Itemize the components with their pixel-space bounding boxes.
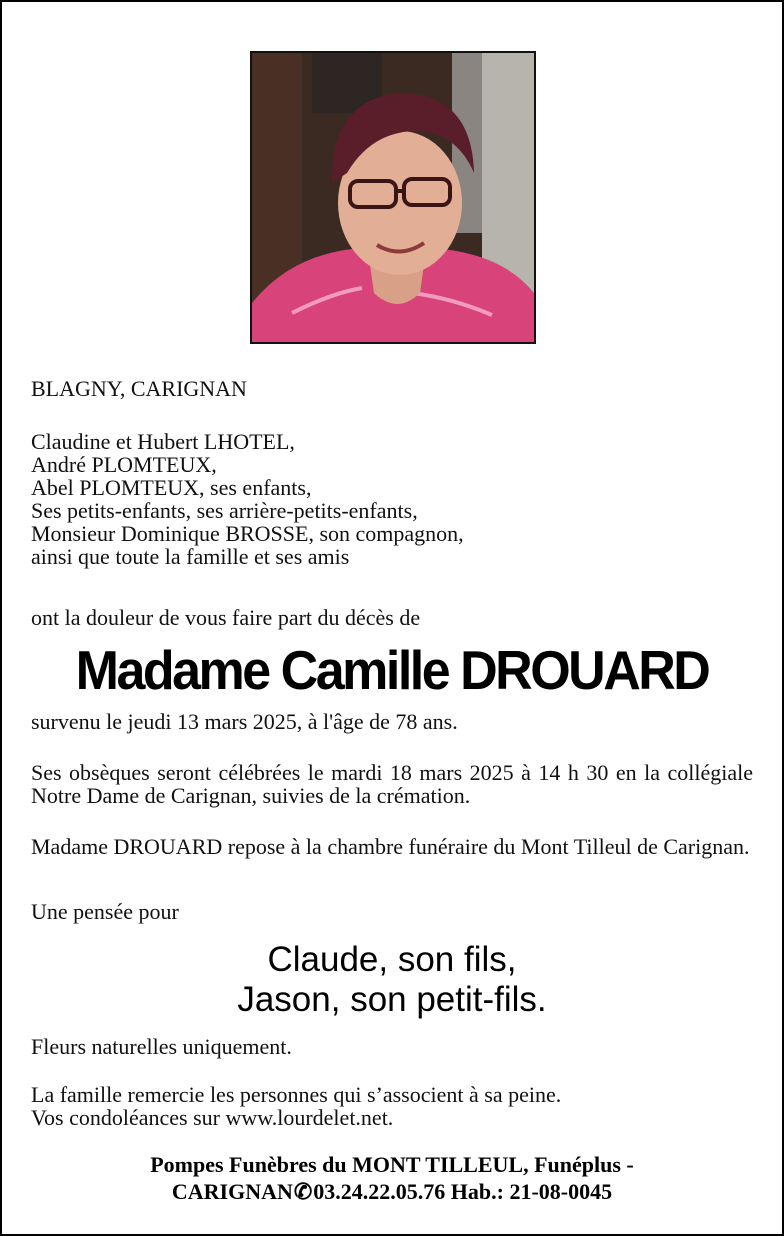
funeral-home <box>0 1151 784 1205</box>
thought-list <box>0 940 784 1020</box>
portrait-photo <box>250 51 536 344</box>
announcement-line: ont la douleur de vous faire part du décès de <box>31 605 421 630</box>
rest-info: Madame DROUARD repose à la chambre funéraire du Mont Tilleul de Carignan. <box>31 834 750 859</box>
funeral-info: Ses obsèques seront célébrées le mardi 18 mars 2025 à 14 h 30 en la collégiale Notre Dame de Carignan, suivies de la crémation. <box>31 760 753 808</box>
family-line: André PLOMTEUX, <box>31 452 217 477</box>
family-list <box>31 430 753 568</box>
thought-line: Jason, son petit-fils. <box>237 980 547 1019</box>
deceased-name: Madame Camille DROUARD <box>75 640 709 702</box>
phone-icon: ✆ <box>293 1179 313 1204</box>
family-line: Claudine et Hubert LHOTEL, <box>31 429 295 454</box>
thought-line: Claude, son fils, <box>267 940 517 979</box>
family-line: Abel PLOMTEUX, ses enfants, <box>31 475 312 500</box>
condolences-line: Vos condoléances sur www.lourdelet.net. <box>31 1105 394 1130</box>
location-line: BLAGNY, CARIGNAN <box>31 376 247 401</box>
funeral-home-contact <box>0 1178 784 1205</box>
family-line: Monsieur Dominique BROSSE, son compagnon, <box>31 521 464 546</box>
death-info: survenu le jeudi 13 mars 2025, à l'âge de 78 ans. <box>31 709 458 734</box>
thought-intro: Une pensée pour <box>31 899 179 924</box>
funeral-home-name: Pompes Funèbres du MONT TILLEUL, Funéplus - <box>150 1152 634 1177</box>
family-line: ainsi que toute la famille et ses amis <box>31 544 350 569</box>
flowers-note: Fleurs naturelles uniquement. <box>31 1034 292 1059</box>
family-line: Ses petits-enfants, ses arrière-petits-enfants, <box>31 498 418 523</box>
funeral-home-phone: 03.24.22.05.76 Hab.: 21-08-0045 <box>313 1179 613 1204</box>
thanks-line: La famille remercie les personnes qui s’associent à sa peine. <box>31 1082 562 1107</box>
funeral-home-city: CARIGNAN <box>171 1179 293 1204</box>
